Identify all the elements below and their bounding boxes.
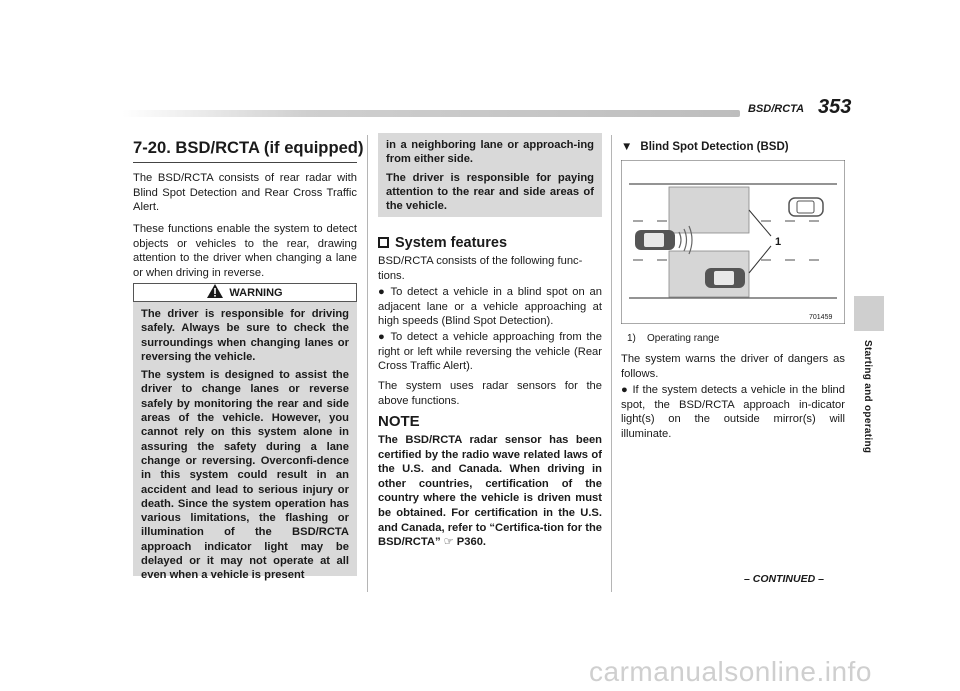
features-title-text: System features bbox=[395, 235, 508, 251]
warning-paragraph: The driver is responsible for paying attention to the rear and side areas of the vehicle. bbox=[386, 171, 594, 213]
diagram-caption: 1) Operating range bbox=[627, 333, 720, 344]
section-square-icon bbox=[378, 237, 389, 248]
bullet-text: If the system detects a vehicle in the blind spot, the BSD/RCTA approach in-dicator light(s) on the outside mirror(s) will illuminate. bbox=[621, 384, 846, 440]
diagram-title-text: Blind Spot Detection (BSD) bbox=[640, 141, 789, 153]
note-text: The BSD/RCTA radar sensor has been certified by the radio wave related laws of the U.S. and Canada. When driving in other countries, certification of the country where the vehicle is driven must be obtained. For certification in the U.S. and Canada, refer to “Certifica-tion for the BSD/RCTA” ☞ P360. bbox=[378, 434, 602, 549]
running-header-title: BSD/RCTA bbox=[748, 103, 805, 115]
features-title bbox=[378, 235, 507, 251]
diagram-title bbox=[621, 141, 789, 153]
bullet-icon: ● bbox=[621, 384, 629, 396]
chapter-tab bbox=[854, 296, 884, 331]
intro-paragraph: The BSD/RCTA consists of rear radar with Blind Spot Detection and Rear Cross Traffic Alert. bbox=[133, 172, 357, 214]
warning-header bbox=[133, 283, 357, 302]
warning-paragraph: The system is designed to assist the driver to change lanes or reverse safely by monitoring the rear and side areas of the vehicle. However, you cannot rely on this system alone in assuring the safety during a lane change or reversing. Overconfi-dence in this system could result in an accident and lead to serious injury or death. Since the system operation has various limitations, the flashing or illumination of the BSD/RCTA approach indicator light may be delayed or it may not operate at all even when a vehicle is present bbox=[141, 369, 349, 582]
warning-body-continued bbox=[378, 133, 602, 217]
bullet-text: To detect a vehicle in a blind spot on an adjacent lane or a vehicle approaching at high speeds (Blind Spot Detection). bbox=[378, 286, 602, 328]
distant-vehicle-icon bbox=[789, 198, 823, 216]
warning-triangle-icon bbox=[207, 284, 223, 298]
warns-paragraph: The system warns the driver of dangers as follows. bbox=[621, 353, 845, 380]
continued-label: – CONTINUED – bbox=[744, 573, 824, 585]
adjacent-vehicle-icon bbox=[705, 268, 745, 288]
own-vehicle-icon bbox=[635, 230, 675, 250]
note-title: NOTE bbox=[378, 413, 420, 430]
warning-paragraph: The driver is responsible for driving safely. Always be sure to check the surroundings when changing lanes or reversing the vehicle. bbox=[141, 308, 349, 363]
down-triangle-icon: ▼ bbox=[621, 141, 633, 153]
watermark: carmanualsonline.info bbox=[589, 656, 872, 687]
bsd-diagram bbox=[621, 160, 845, 324]
bullet-item bbox=[378, 285, 602, 329]
bullet-icon: ● bbox=[378, 286, 387, 298]
callout-number: 1 bbox=[775, 236, 782, 248]
warning-body bbox=[133, 302, 357, 582]
column-divider bbox=[367, 135, 368, 592]
column-divider bbox=[611, 135, 612, 592]
detection-zone bbox=[669, 187, 749, 233]
bullet-item bbox=[378, 330, 602, 374]
bullet-text: To detect a vehicle approaching from the right or left while reversing the vehicle (Rear Cross Traffic Alert). bbox=[378, 331, 602, 373]
header-rule bbox=[122, 110, 740, 117]
page-number: 353 bbox=[818, 96, 852, 118]
bullet-icon: ● bbox=[378, 331, 387, 343]
bullet-item bbox=[621, 383, 845, 441]
image-code: 701459 bbox=[809, 314, 833, 321]
radar-paragraph: The system uses radar sensors for the above functions. bbox=[378, 380, 602, 407]
section-title: 7-20. BSD/RCTA (if equipped) bbox=[133, 138, 364, 157]
section-title-rule bbox=[133, 162, 357, 163]
description-paragraph: These functions enable the system to detect objects or vehicles to the rear, drawing attention to the driver when changing a lane or when driving in reverse. bbox=[133, 223, 357, 279]
warning-paragraph: in a neighboring lane or approach-ing from either side. bbox=[386, 139, 594, 166]
chapter-label: Starting and operating bbox=[862, 340, 873, 454]
features-intro: BSD/RCTA consists of the following func-tions. bbox=[378, 255, 583, 282]
warning-label: WARNING bbox=[229, 287, 283, 299]
